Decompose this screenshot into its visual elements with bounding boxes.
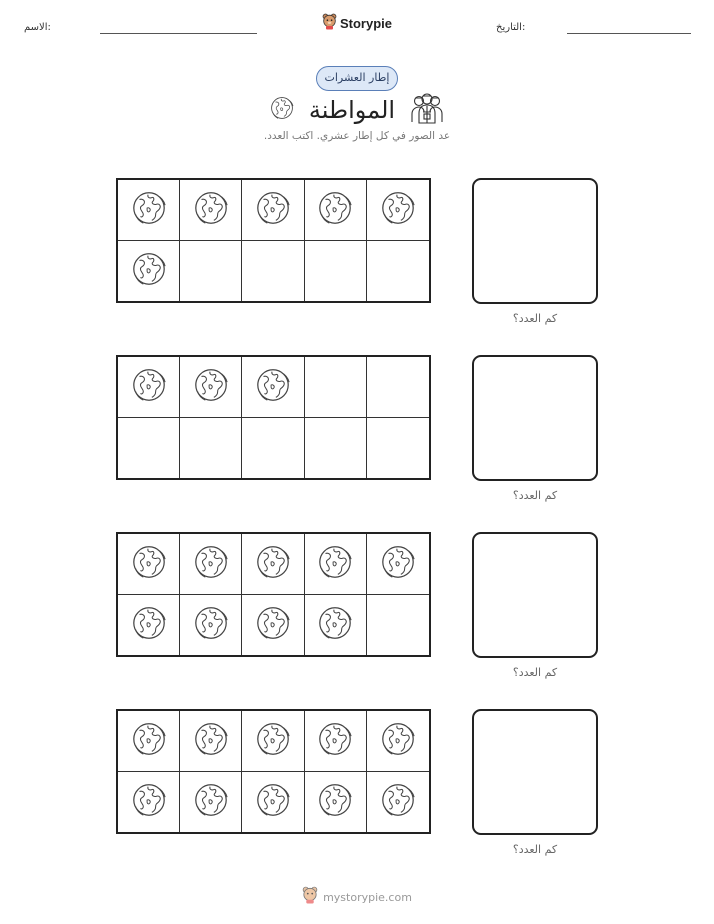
globe-icon	[379, 720, 417, 762]
globe-icon	[130, 781, 168, 823]
ten-frame-cell	[242, 180, 304, 241]
ten-frame-cell	[180, 595, 242, 656]
globe-icon	[130, 250, 168, 292]
globe-icon	[130, 720, 168, 762]
ten-frame-cell	[367, 534, 429, 595]
ten-frame-cell	[305, 180, 367, 241]
globe-icon	[192, 781, 230, 823]
globe-icon	[316, 781, 354, 823]
question-label: كم العدد؟	[512, 666, 558, 679]
ten-frame-cell	[367, 241, 429, 302]
ten-frame-cell	[242, 418, 304, 479]
globe-icon	[254, 720, 292, 762]
globe-icon	[316, 604, 354, 646]
globe-icon	[316, 543, 354, 585]
ten-frame-cell	[305, 772, 367, 833]
ten-frame-cell	[242, 711, 304, 772]
globe-icon	[379, 189, 417, 231]
ten-frame-cell	[305, 357, 367, 418]
ten-frame-cell	[118, 418, 180, 479]
brand-logo	[0, 13, 714, 34]
ten-frame-cell	[367, 711, 429, 772]
footer-url[interactable]: mystorypie.com	[323, 890, 412, 904]
ten-frame-cell	[180, 534, 242, 595]
answer-box[interactable]	[472, 355, 598, 481]
ten-frame-cell	[118, 772, 180, 833]
ten-frame-cell	[242, 772, 304, 833]
ten-frame-cell	[367, 772, 429, 833]
page-title: المواطنة	[308, 96, 396, 124]
ten-frame-cell	[118, 241, 180, 302]
title-row	[0, 92, 714, 128]
ten-frame-cell	[305, 241, 367, 302]
ten-frame-cell	[118, 534, 180, 595]
globe-icon	[316, 189, 354, 231]
bear-mascot-icon	[322, 13, 337, 34]
ten-frame-cell	[118, 180, 180, 241]
globe-icon	[192, 366, 230, 408]
answer-box[interactable]	[472, 178, 598, 304]
globe-icon	[192, 189, 230, 231]
ten-frame-cell	[305, 711, 367, 772]
people-group-icon	[409, 92, 445, 128]
question-label: كم العدد؟	[512, 312, 558, 325]
globe-icon	[254, 781, 292, 823]
question-label: كم العدد؟	[512, 489, 558, 502]
ten-frame-cell	[180, 711, 242, 772]
globe-icon	[269, 95, 295, 125]
ten-frame-cell	[180, 180, 242, 241]
globe-icon	[130, 604, 168, 646]
globe-icon	[192, 543, 230, 585]
ten-frame-cell	[305, 595, 367, 656]
name-label: الاسم:	[24, 22, 51, 33]
ten-frame-cell	[180, 357, 242, 418]
ten-frame	[116, 178, 431, 303]
date-label: التاريخ:	[496, 22, 526, 33]
brand-name: Storypie	[339, 16, 392, 31]
ten-frame-cell	[118, 595, 180, 656]
ten-frame-cell	[242, 534, 304, 595]
globe-icon	[254, 543, 292, 585]
globe-icon	[192, 604, 230, 646]
ten-frame-cell	[242, 241, 304, 302]
bear-mascot-icon	[302, 886, 318, 908]
ten-frame-cell	[118, 357, 180, 418]
ten-frame-cell	[367, 595, 429, 656]
globe-icon	[130, 543, 168, 585]
globe-icon	[192, 720, 230, 762]
question-label: كم العدد؟	[512, 843, 558, 856]
globe-icon	[379, 781, 417, 823]
footer	[0, 886, 714, 908]
ten-frame-cell	[367, 418, 429, 479]
globe-icon	[254, 366, 292, 408]
ten-frame-cell	[180, 418, 242, 479]
ten-frame-cell	[242, 357, 304, 418]
ten-frame-cell	[118, 711, 180, 772]
ten-frame-cell	[367, 180, 429, 241]
ten-frame-cell	[367, 357, 429, 418]
ten-frame	[116, 709, 431, 834]
answer-box[interactable]	[472, 532, 598, 658]
worksheet-type-badge: إطار العشرات	[316, 66, 398, 91]
ten-frame-cell	[305, 418, 367, 479]
ten-frame-cell	[242, 595, 304, 656]
globe-icon	[254, 604, 292, 646]
globe-icon	[316, 720, 354, 762]
globe-icon	[254, 189, 292, 231]
ten-frame	[116, 532, 431, 657]
ten-frame-cell	[305, 534, 367, 595]
instructions: عد الصور في كل إطار عشري. اكتب العدد.	[263, 130, 451, 142]
answer-box[interactable]	[472, 709, 598, 835]
globe-icon	[130, 189, 168, 231]
ten-frame-cell	[180, 241, 242, 302]
globe-icon	[130, 366, 168, 408]
ten-frame-cell	[180, 772, 242, 833]
ten-frame	[116, 355, 431, 480]
globe-icon	[379, 543, 417, 585]
